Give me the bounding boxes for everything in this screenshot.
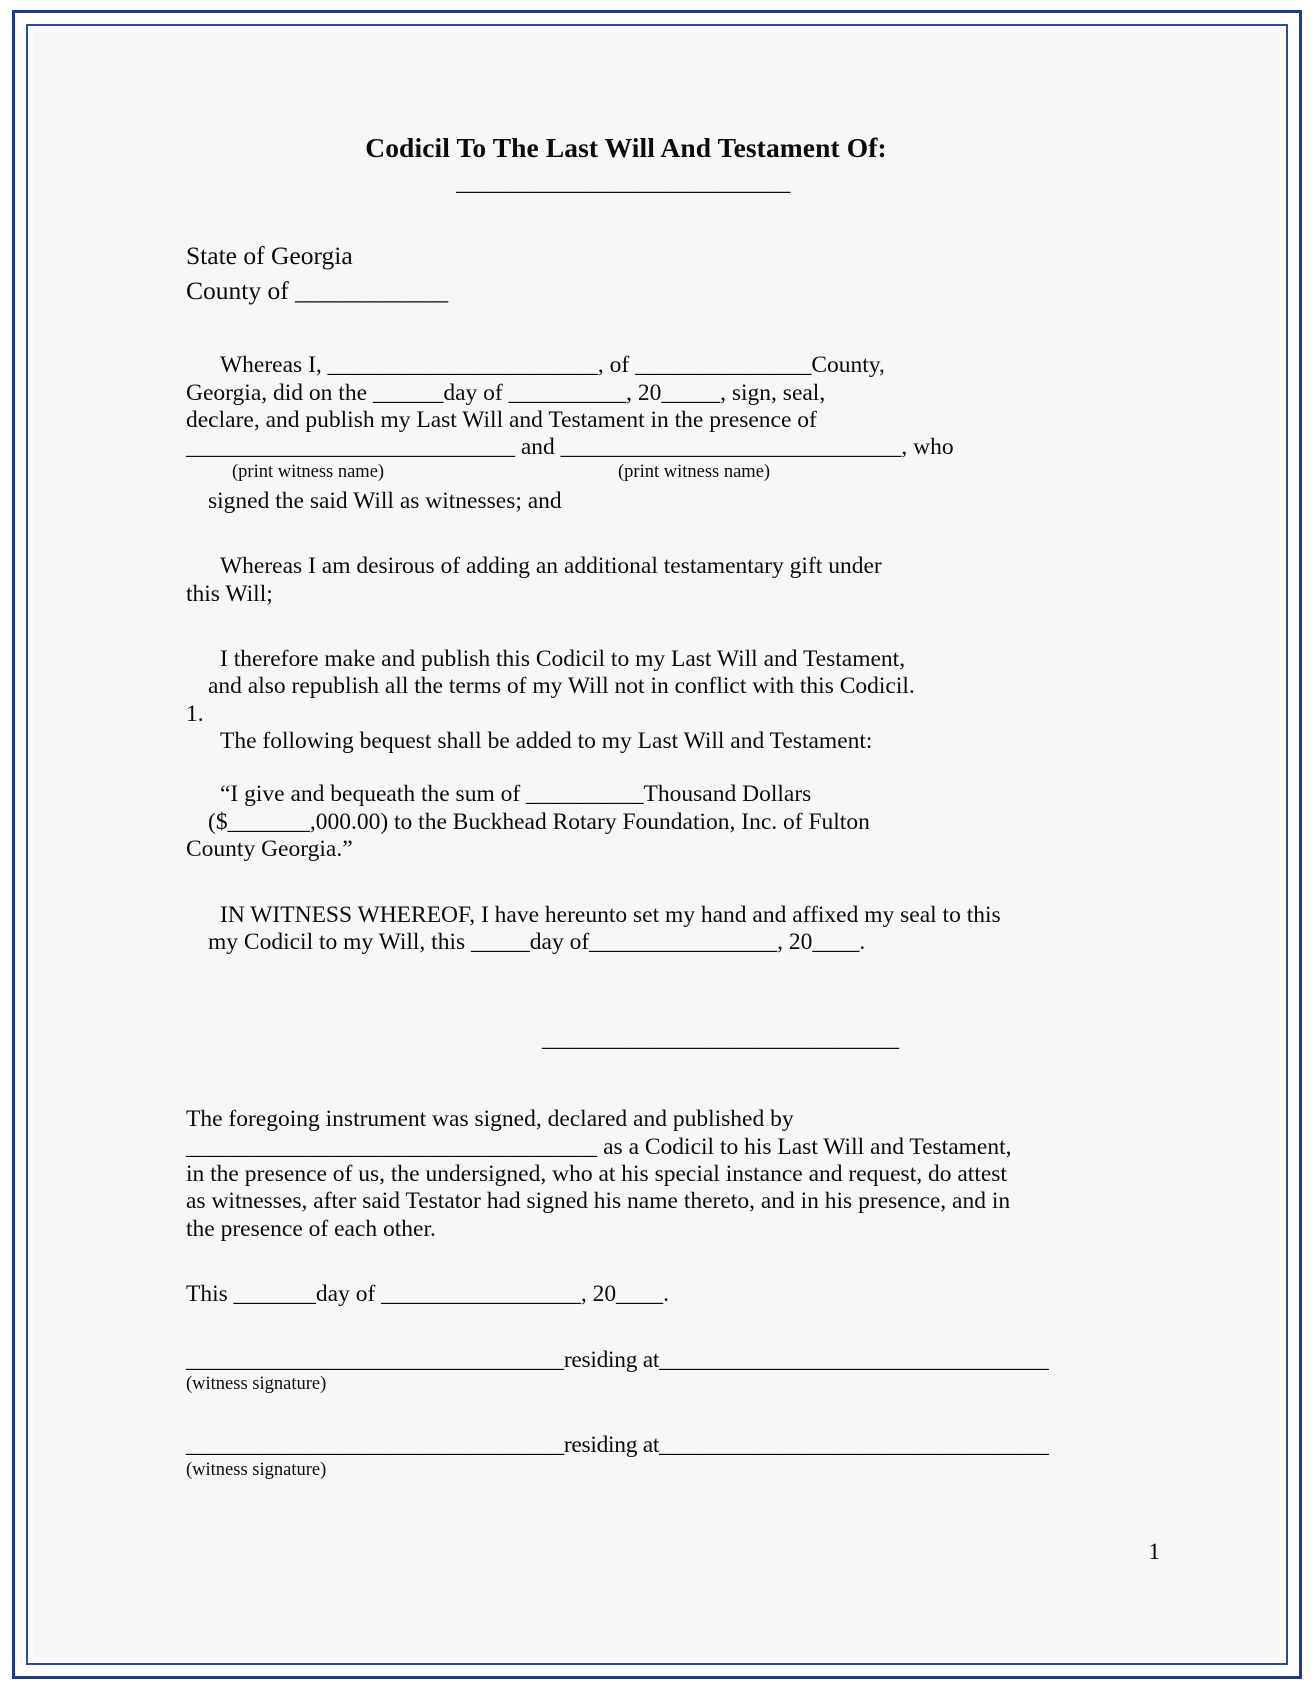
witness-whereof-line-1 (186, 902, 1046, 929)
witness-1-line (186, 1346, 1049, 1374)
attestation-date-line[interactable]: This _______day of _________________, 20____. (186, 1281, 670, 1308)
desirous-line-1-text: Whereas I am desirous of adding an additional testamentary gift under (220, 553, 882, 580)
spacer-7 (186, 1243, 1046, 1281)
recital-line-1-text[interactable]: Whereas I, _______________________, of _______________County, (220, 352, 885, 379)
spacer-1 (186, 515, 1046, 553)
recital-paragraph (186, 352, 1046, 515)
bequest-line-1-text[interactable]: “I give and bequeath the sum of __________Thousand Dollars (220, 781, 812, 808)
bequest-quote (186, 781, 1046, 863)
witness-1-residing-label: residing at (563, 1346, 660, 1373)
testator-signature-line[interactable]: _______________________________ (542, 1026, 899, 1053)
spacer-2 (186, 608, 1046, 646)
recital-line-5 (186, 488, 1046, 515)
witness-2-signature-blank[interactable]: _________________________________ (186, 1432, 564, 1459)
republish-line-2 (186, 673, 1046, 700)
bequest-intro (186, 728, 1046, 755)
republish-paragraph (186, 646, 1046, 701)
witness-2-label: (witness signature) (186, 1459, 327, 1480)
spacer-8 (186, 1309, 1046, 1347)
spacer-6 (186, 1054, 1046, 1106)
document-body (186, 132, 1049, 1480)
venue-block (186, 238, 1046, 308)
witness-1-signature-blank[interactable]: _________________________________ (186, 1346, 564, 1373)
witness-signature-block-1 (186, 1346, 1049, 1395)
print-witness-name-labels (186, 462, 1046, 488)
witness-whereof-paragraph (186, 902, 1046, 957)
bequest-line-2 (186, 809, 1046, 836)
attestation-line-3: in the presence of us, the undersigned, who at his special instance and request, do attest (186, 1161, 1007, 1188)
county-line[interactable]: County of ____________ (186, 276, 449, 306)
recital-line-5-text: signed the said Will as witnesses; and (208, 487, 562, 514)
attestation-line-2[interactable]: ___________________________________ as a Codicil to his Last Will and Testament, (186, 1133, 1012, 1160)
desirous-line-2: this Will; (186, 580, 273, 607)
witness-2-residing-blank[interactable]: __________________________________ (659, 1432, 1049, 1459)
attestation-line-4: as witnesses, after said Testator had signed his name thereto, and in his presence, and in (186, 1188, 1011, 1215)
print-witness-name-label-2: (print witness name) (618, 461, 771, 482)
print-witness-name-label-1: (print witness name) (232, 461, 385, 482)
recital-line-1 (186, 352, 1046, 379)
recital-line-3: declare, and publish my Last Will and Testament in the presence of (186, 407, 817, 434)
witness-whereof-line-1-text: IN WITNESS WHEREOF, I have hereunto set my hand and affixed my seal to this (220, 901, 1001, 928)
title-name-blank[interactable]: _____________________________ (456, 170, 790, 197)
witness-1-label: (witness signature) (186, 1373, 327, 1394)
witness-whereof-line-2-text[interactable]: my Codicil to my Will, this _____day of________________, 20____. (208, 928, 866, 955)
attestation-paragraph (186, 1106, 1046, 1243)
witness-1-residing-blank[interactable]: __________________________________ (659, 1346, 1049, 1373)
spacer-3 (186, 755, 1046, 781)
spacer-4 (186, 864, 1046, 902)
document-sheet (34, 32, 1280, 1657)
state-line: State of Georgia (186, 240, 353, 270)
page-number: 1 (1148, 1539, 1160, 1564)
recital-line-4[interactable]: ____________________________ and _____________________________, who (186, 434, 954, 461)
republish-line-1-text: I therefore make and publish this Codicil to my Last Will and Testament, (220, 645, 906, 672)
bequest-line-1 (186, 781, 1046, 808)
witness-2-line (186, 1432, 1049, 1459)
item-number: 1. (186, 700, 204, 727)
witness-signature-block-2 (186, 1432, 1049, 1480)
bequest-line-3: County Georgia.” (186, 836, 353, 863)
spacer-5 (186, 956, 1046, 1026)
recital-line-2[interactable]: Georgia, did on the ______day of __________, 20_____, sign, seal, (186, 379, 826, 406)
attestation-line-5: the presence of each other. (186, 1215, 436, 1242)
witness-2-residing-label: residing at (563, 1432, 660, 1459)
republish-line-1 (186, 646, 1046, 673)
republish-line-2-text: and also republish all the terms of my Will not in conflict with this Codicil. (208, 673, 915, 700)
witness-whereof-line-2 (186, 929, 1046, 956)
attestation-line-1: The foregoing instrument was signed, declared and published by (186, 1106, 794, 1133)
desirous-line-1 (186, 553, 1046, 580)
desirous-paragraph (186, 553, 1046, 608)
page-title: Codicil To The Last Will And Testament Of: (365, 132, 887, 163)
bequest-intro-text: The following bequest shall be added to my Last Will and Testament: (220, 728, 873, 755)
bequest-line-2-text[interactable]: ($_______,000.00) to the Buckhead Rotary Foundation, Inc. of Fulton (208, 808, 870, 835)
spacer-9 (186, 1394, 1046, 1432)
